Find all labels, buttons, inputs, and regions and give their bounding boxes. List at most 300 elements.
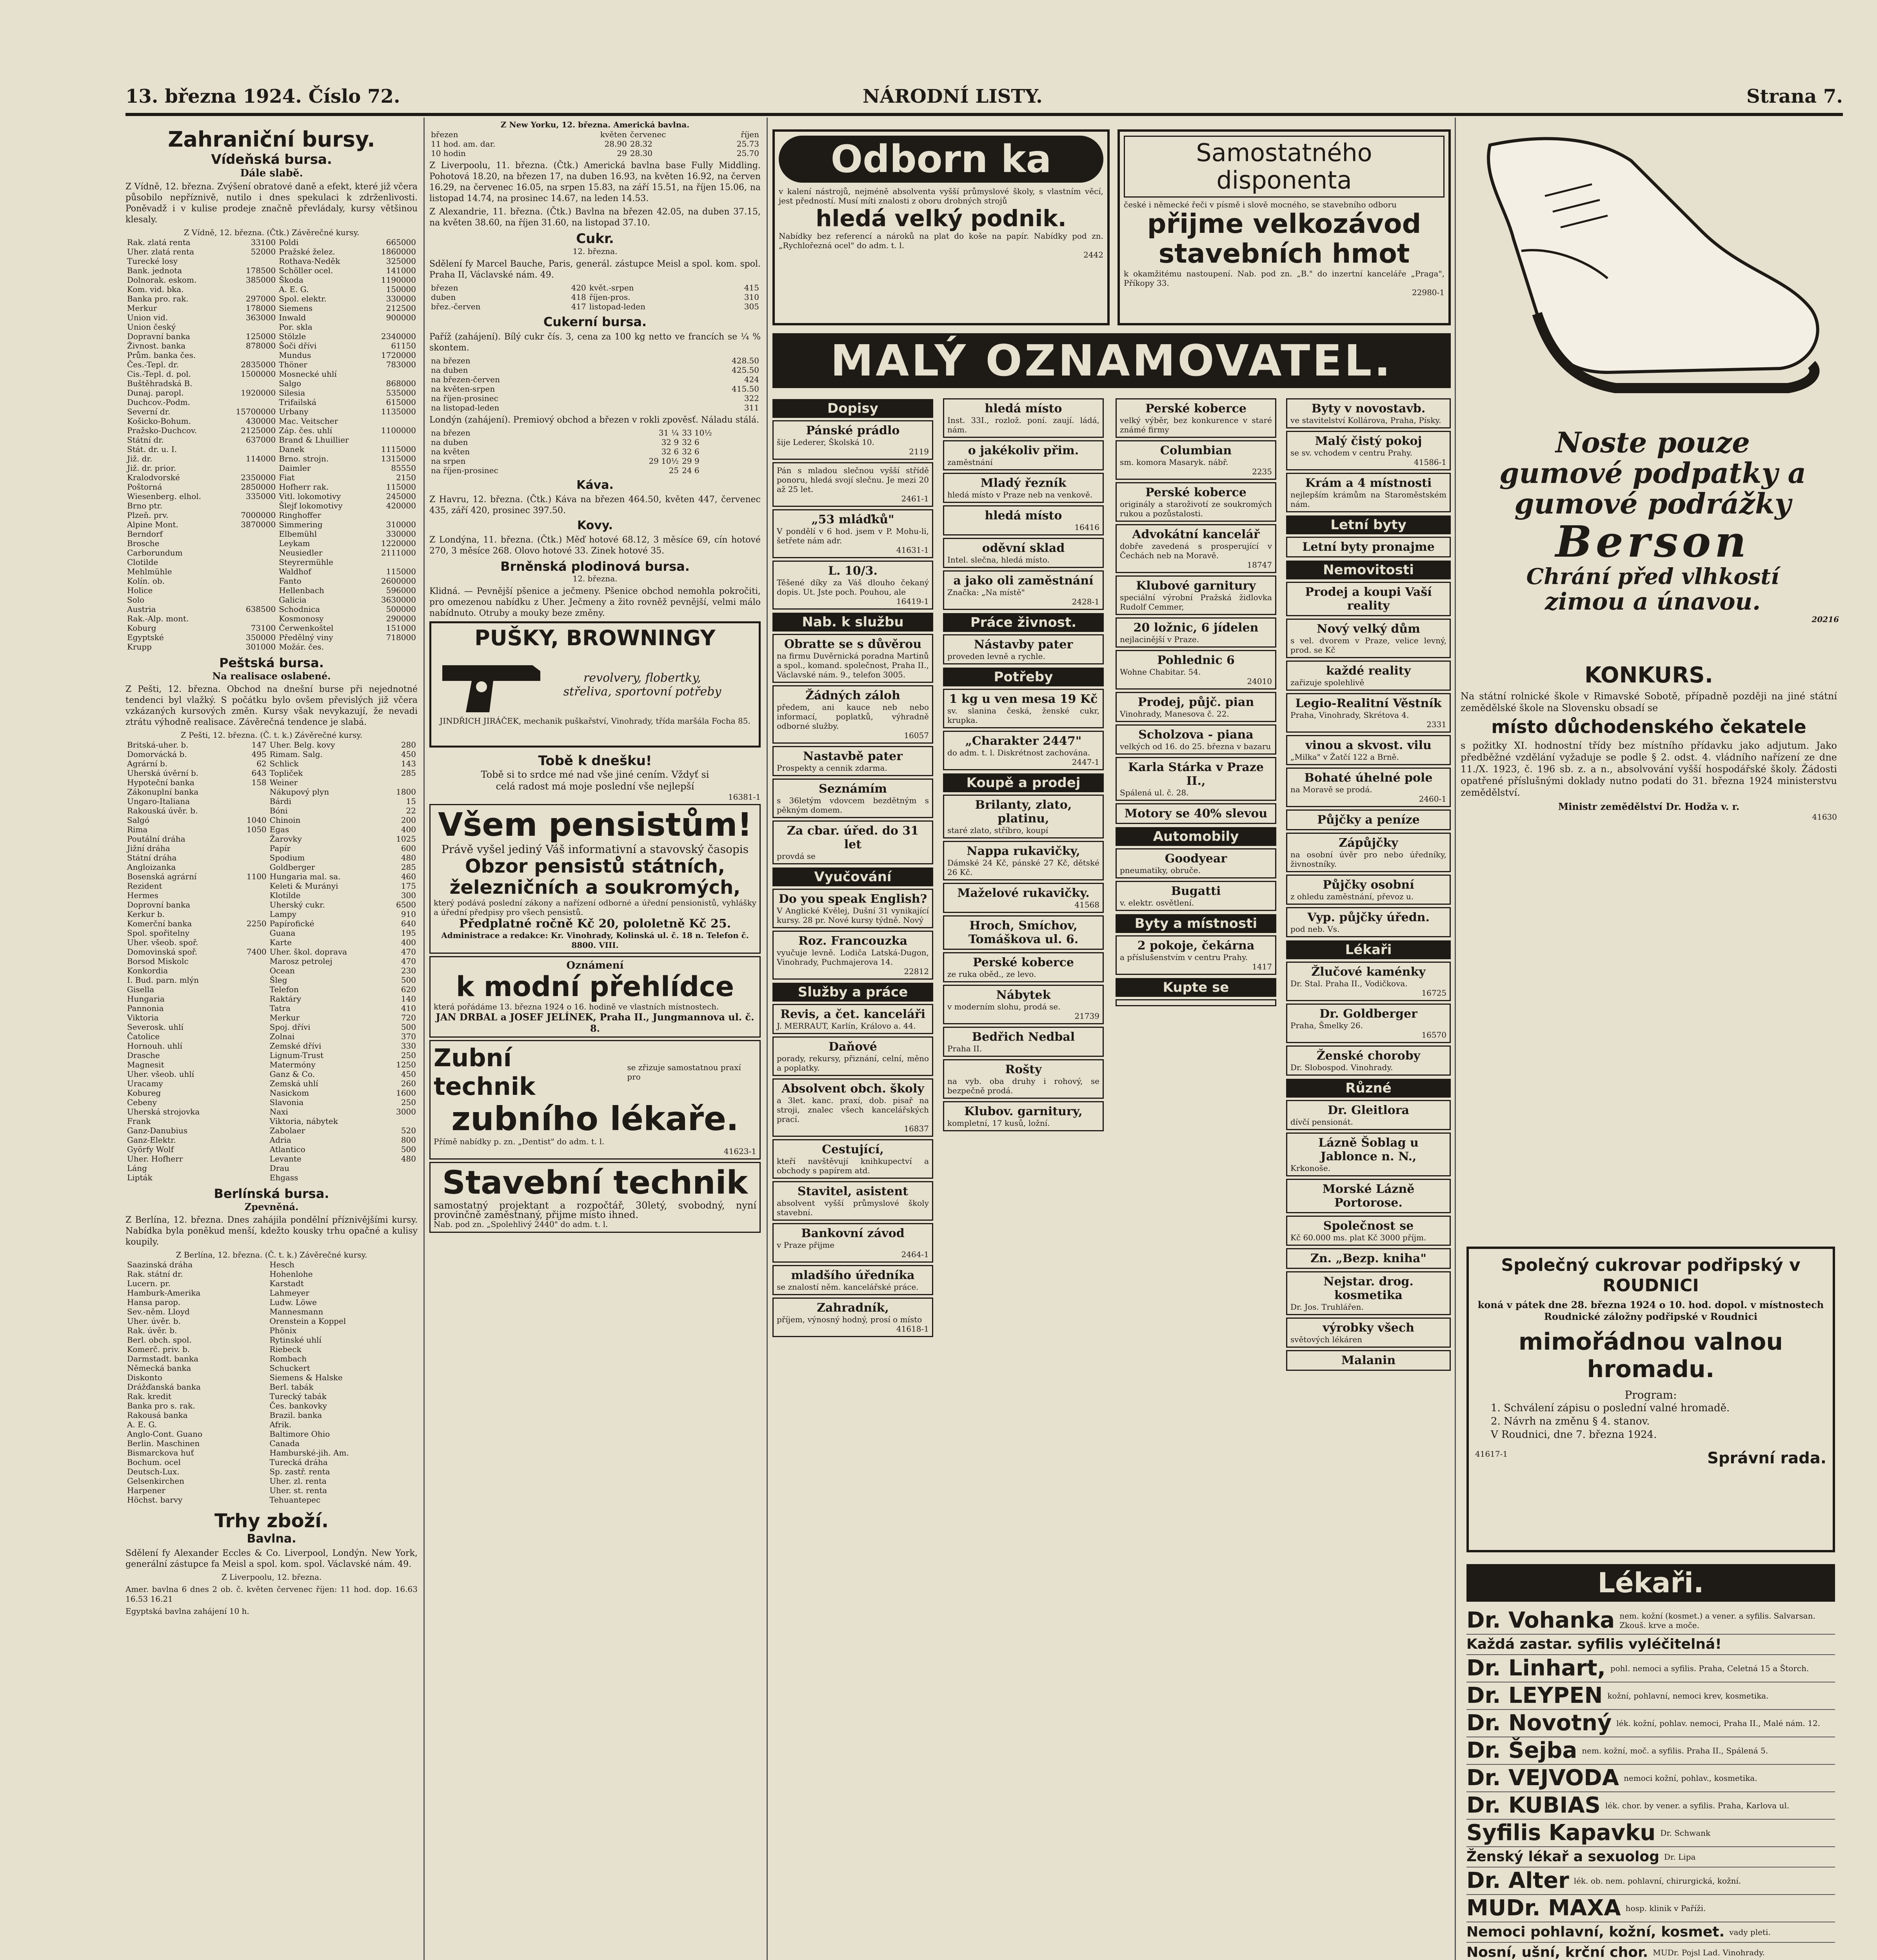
small-ad-title: Prodej, půjč. pian bbox=[1137, 695, 1254, 709]
table-cell: Kom. vid. bka. bbox=[127, 285, 184, 294]
table-cell: 620 bbox=[401, 985, 416, 994]
small-ads-col1 bbox=[772, 396, 933, 1960]
table-cell: Bárdi bbox=[269, 797, 292, 806]
pest-row bbox=[125, 1126, 418, 1135]
brno-sub: 12. března. bbox=[572, 574, 618, 583]
table-cell: Por. skla bbox=[279, 322, 313, 332]
table-cell bbox=[223, 350, 278, 360]
doctor-ad bbox=[1466, 1635, 1835, 1655]
small-ad-text: dívčí pensionát. bbox=[1290, 1117, 1353, 1127]
small-ad-text: velkých od 16. do 25. března v bazaru bbox=[1120, 742, 1271, 751]
berlin-row bbox=[125, 1382, 418, 1392]
berlin-row bbox=[125, 1486, 418, 1495]
table-cell bbox=[369, 510, 418, 520]
odbornik-text: v kalení nástrojů, nejméně absolventa vyšší průmyslové školy, s vlastním věcí, jest předností. Musí míti znalosti z oboru drobných strojů bbox=[779, 187, 1103, 205]
small-ad bbox=[772, 820, 933, 864]
table-cell bbox=[262, 1410, 268, 1420]
ny-row bbox=[429, 149, 761, 158]
pest-row bbox=[125, 1051, 418, 1060]
table-cell: Brand & Lhuillier bbox=[279, 435, 349, 445]
table-cell: Deutsch-Lux. bbox=[127, 1467, 180, 1476]
small-ad bbox=[1286, 473, 1451, 512]
doctor-text: kožní, pohlavní, nemoci krev, kosmetika. bbox=[1607, 1691, 1769, 1700]
table-cell bbox=[235, 928, 268, 938]
table-cell: Gelsenkirchen bbox=[127, 1476, 185, 1486]
table-cell: Uher. škol. doprava bbox=[269, 947, 347, 956]
table-cell bbox=[262, 1382, 268, 1392]
ad-category: Nemovitosti bbox=[1286, 561, 1451, 579]
table-cell: na květen-srpen bbox=[431, 384, 495, 394]
table-cell: Koburg bbox=[127, 623, 156, 633]
table-cell: Jižní dráha bbox=[127, 844, 170, 853]
table-cell: Zemské dřívi bbox=[269, 1041, 322, 1051]
table-cell bbox=[235, 1060, 268, 1069]
table-cell: Schodnica bbox=[279, 604, 320, 614]
table-cell bbox=[412, 1335, 418, 1345]
small-ad bbox=[943, 985, 1104, 1024]
doctors-list bbox=[1466, 1607, 1835, 1960]
ad-category: Nab. k službu bbox=[772, 613, 933, 632]
table-cell: 500 bbox=[401, 1022, 416, 1032]
small-ad-text: šije Lederer, Školská 10. bbox=[777, 437, 875, 447]
table-cell: 535000 bbox=[386, 388, 416, 397]
table-cell: Siemens & Halske bbox=[269, 1373, 343, 1382]
table-cell: 1100000 bbox=[381, 426, 416, 435]
doctor-text: lék. kožní, pohlav. nemoci, Praha II., Malé nám. 12. bbox=[1616, 1719, 1821, 1728]
table-cell: Poštorná bbox=[127, 482, 162, 492]
table-cell: 325000 bbox=[386, 256, 416, 266]
table-cell: Již. dr. prior. bbox=[127, 463, 176, 473]
small-ad bbox=[1116, 935, 1276, 975]
doctor-ad bbox=[1466, 1710, 1835, 1737]
small-ad bbox=[943, 440, 1104, 470]
small-ad-text: staré zlato, stříbro, koupí bbox=[947, 826, 1048, 835]
small-ad-text: originály a staroživotí ze soukromých rukou a pozůstalosti. bbox=[1120, 499, 1272, 518]
doctor-name: Dr. Vohanka bbox=[1466, 1608, 1615, 1633]
table-cell: 143 bbox=[401, 759, 416, 768]
sugar-bourse-title: Cukerní bursa. bbox=[543, 314, 647, 329]
guns-title: PUŠKY, BROWNINGY bbox=[474, 626, 716, 650]
table-cell: 460 bbox=[401, 872, 416, 881]
small-ad-number: 2235 bbox=[1252, 467, 1272, 476]
table-cell: Clotilde bbox=[127, 557, 158, 567]
table-cell: Drážďanská banka bbox=[127, 1382, 201, 1392]
small-ad-text: nejlepším krámům na Staroměstském nám. bbox=[1290, 490, 1446, 509]
vienna-row bbox=[125, 379, 418, 388]
table-cell: Kolín. ob. bbox=[127, 576, 165, 586]
table-cell: 310 bbox=[744, 292, 759, 302]
bourse-title: Zahraniční bursy. bbox=[168, 127, 375, 152]
dental-text: Přímě nabídky p. zn. „Dentist" do adm. t. l. bbox=[434, 1137, 605, 1146]
small-ad-text: v moderním slohu, prodá se. bbox=[947, 1002, 1061, 1011]
table-cell: 285 bbox=[401, 768, 416, 778]
small-ad bbox=[1286, 962, 1451, 1001]
table-cell: Papír bbox=[269, 844, 291, 853]
berlin-row bbox=[125, 1373, 418, 1382]
table-cell bbox=[235, 1107, 268, 1116]
small-ad-number: 2460-1 bbox=[1419, 794, 1446, 804]
table-cell: Poldi bbox=[279, 238, 299, 247]
table-cell: 418 bbox=[571, 292, 586, 302]
doctor-name: Dr. Alter bbox=[1466, 1868, 1569, 1893]
table-cell: Zákonuplní banka bbox=[127, 787, 199, 797]
table-cell: 73100 bbox=[251, 623, 276, 633]
small-ad-text: kompletní, 17 kusů, ložní. bbox=[947, 1118, 1050, 1128]
table-cell bbox=[412, 1260, 418, 1269]
small-ad-title: Krám a 4 místnosti bbox=[1305, 476, 1432, 490]
table-cell bbox=[235, 1051, 268, 1060]
small-ad-number: 21739 bbox=[1074, 1011, 1099, 1021]
table-cell bbox=[412, 1392, 418, 1401]
table-cell bbox=[223, 501, 278, 510]
table-cell: Merkur bbox=[127, 303, 157, 313]
small-ad bbox=[1286, 398, 1451, 428]
fashion-ad bbox=[429, 956, 761, 1038]
sugar-coop-prog: Program: bbox=[1624, 1388, 1677, 1401]
doctor-ad bbox=[1466, 1655, 1835, 1682]
table-cell: Viktoria, nábytek bbox=[269, 1116, 338, 1126]
guns-ad bbox=[429, 621, 761, 748]
small-ad-number: 41618-1 bbox=[896, 1324, 929, 1334]
table-cell: Elbemühl bbox=[279, 529, 317, 539]
table-cell: 1040 bbox=[246, 815, 267, 825]
small-ad-title: Půjčky osobní bbox=[1323, 878, 1414, 892]
konkurs-text: Na státní rolnické škole v Rimavské Sobotě, případně později na jiné státní zemědělské škole na Slovensku obsadí se bbox=[1461, 691, 1837, 713]
sugar-coop-items bbox=[1475, 1401, 1826, 1441]
table-cell: 1220000 bbox=[381, 539, 416, 548]
berlin-row bbox=[125, 1316, 418, 1326]
table-cell: Dolnorak. eskom. bbox=[127, 275, 197, 285]
pest-row bbox=[125, 1088, 418, 1098]
ad-category: Koupě a prodej bbox=[943, 773, 1104, 792]
table-cell: Kerkur b. bbox=[127, 909, 165, 919]
small-ad bbox=[772, 509, 933, 558]
table-cell bbox=[262, 1495, 268, 1504]
table-cell bbox=[223, 285, 278, 294]
table-cell: Bosenská agrární bbox=[127, 872, 197, 881]
small-ad-title: Roz. Francouzka bbox=[798, 934, 908, 948]
pest-row bbox=[125, 966, 418, 975]
table-cell bbox=[235, 881, 268, 891]
small-ad-text: Dr. Jos. Truhlářen. bbox=[1290, 1302, 1364, 1312]
ad-category: Automobily bbox=[1116, 827, 1276, 846]
table-cell: Fiat bbox=[279, 473, 295, 482]
table-cell bbox=[262, 1298, 268, 1307]
page-header bbox=[125, 85, 1843, 116]
small-ad-text: V Anglické Kvělej, Dušní 31 vynikající kursy. 28 pr. Nové kursy týdně. Nový bbox=[777, 906, 929, 925]
table-cell bbox=[235, 1098, 268, 1107]
paris-row bbox=[429, 384, 761, 394]
pest-text: Z Pešti, 12. března. Obchod na dnešní burse při nejednotné tendenci byl vlažký. S počátku bylo ovšem převislých již včera vzkázaných kursových změn. Kursy však nevykazují, že nevadi ztrátu výhodně realisace. Závěrečná tendence je slabá. bbox=[125, 684, 418, 727]
table-cell: 250 bbox=[401, 1098, 416, 1107]
vienna-row bbox=[125, 416, 418, 426]
table-cell bbox=[223, 397, 278, 407]
small-ads-col3 bbox=[1116, 396, 1276, 1960]
dental-sub: se zřizuje samostatnou praxí pro bbox=[627, 1063, 741, 1082]
small-ad bbox=[1286, 907, 1451, 937]
small-ad bbox=[943, 841, 1104, 880]
doctor-ad bbox=[1466, 1607, 1835, 1635]
fashion-title: k modní přehlídce bbox=[456, 971, 734, 1003]
small-ad-title: Nástavby pater bbox=[974, 638, 1073, 652]
table-cell: Duchcov.-Podm. bbox=[127, 397, 191, 407]
small-ad-text: s vel. dvorem v Praze, velice levný, prod. se Kč bbox=[1290, 636, 1446, 655]
table-cell: 32 6 bbox=[661, 447, 679, 456]
table-cell: Kralodvorské bbox=[127, 473, 180, 482]
vienna-row bbox=[125, 520, 418, 529]
table-cell: Hamburk-Amerika bbox=[127, 1288, 201, 1298]
table-cell bbox=[235, 1032, 268, 1041]
pest-row bbox=[125, 1116, 418, 1126]
table-cell: 28.90 bbox=[604, 139, 627, 149]
table-cell: 800 bbox=[401, 1135, 416, 1145]
small-ad-text: na osobní úvěr pro nebo úředníky, živnostníky. bbox=[1290, 850, 1446, 869]
table-cell: Salgo bbox=[279, 379, 302, 388]
small-ad-title: Morské Lázně Portorose. bbox=[1322, 1182, 1415, 1210]
table-cell bbox=[412, 1401, 418, 1410]
vienna-row bbox=[125, 266, 418, 275]
table-cell: Konkordia bbox=[127, 966, 168, 975]
small-ad bbox=[772, 1004, 933, 1034]
small-ad-text: a příslušenstvím v centru Prahy. bbox=[1120, 953, 1248, 962]
small-ad-title: Půjčky a peníze bbox=[1317, 813, 1420, 827]
ny-table bbox=[429, 130, 761, 158]
table-cell bbox=[223, 614, 278, 623]
table-cell bbox=[235, 994, 268, 1004]
sugar-text: Sdělení fy Marcel Bauche, Paris, generál. zástupce Meisl a spol. kom. spol. Praha II, Václavské nám. 49. bbox=[429, 259, 761, 280]
table-cell: říjen bbox=[741, 130, 759, 139]
dental-num: 41623-1 bbox=[723, 1147, 756, 1156]
small-ad-title: Columbian bbox=[1160, 444, 1232, 457]
egypt-text: Egyptská bavlna zahájení 10 h. bbox=[125, 1606, 249, 1616]
table-cell: Mehlmühle bbox=[127, 567, 172, 576]
doctor-ad bbox=[1466, 1792, 1835, 1820]
table-cell: Klotilde bbox=[269, 891, 301, 900]
table-cell: Čes.-Tepl. dr. bbox=[127, 360, 179, 369]
vienna-row bbox=[125, 529, 418, 539]
small-ad-text: na vyb. oba druhy i rohový, se bezpečně prodá. bbox=[947, 1076, 1099, 1095]
vienna-row bbox=[125, 256, 418, 266]
small-ad-number: 2461-1 bbox=[901, 494, 929, 503]
table-cell: 25.73 bbox=[736, 139, 759, 149]
table-cell bbox=[235, 1154, 268, 1163]
table-cell: Pannonia bbox=[127, 1004, 164, 1013]
table-cell bbox=[235, 853, 268, 862]
sugar-coop-sign: Správní rada. bbox=[1707, 1449, 1826, 1467]
small-ad-text: s 36letým vdovcem bezdětným s pěkným domem. bbox=[777, 796, 929, 815]
table-cell bbox=[262, 1326, 268, 1335]
table-cell: Höchst. barvy bbox=[127, 1495, 183, 1504]
table-cell: Zemská uhlí bbox=[269, 1079, 318, 1088]
table-cell: 520 bbox=[401, 1126, 416, 1135]
table-cell: 28.32 bbox=[630, 139, 653, 149]
small-ad-title: vinou a skvost. vilu bbox=[1305, 739, 1432, 752]
small-ad-title: každé reality bbox=[1326, 664, 1411, 678]
paris-row bbox=[429, 365, 761, 375]
small-ad-title: Absolvent obch. školy bbox=[781, 1082, 924, 1096]
paris-row bbox=[429, 356, 761, 365]
table-cell bbox=[262, 1354, 268, 1363]
table-cell: 10 hodin bbox=[431, 149, 466, 158]
table-cell: Ringhoffer bbox=[279, 510, 321, 520]
table-cell: Bochum. ocel bbox=[127, 1457, 181, 1467]
doctor-text: nemoci kožní, pohlav., kosmetika. bbox=[1624, 1773, 1757, 1783]
table-cell: Rak.-Alp. mont. bbox=[127, 614, 189, 623]
table-cell: Wiesenberg. elhol. bbox=[127, 492, 202, 501]
table-cell: 2250 bbox=[246, 919, 267, 928]
sugar-table bbox=[429, 283, 761, 311]
small-ad bbox=[772, 779, 933, 818]
konkurs-notice bbox=[1461, 662, 1837, 1250]
table-cell: Guana bbox=[269, 928, 296, 938]
table-cell: 400 bbox=[401, 938, 416, 947]
vienna-row bbox=[125, 341, 418, 350]
vienna-row bbox=[125, 435, 418, 445]
table-cell: 430000 bbox=[245, 416, 276, 426]
table-cell: na duben bbox=[431, 365, 468, 375]
table-cell: 305 bbox=[744, 302, 759, 311]
table-cell bbox=[412, 1495, 418, 1504]
berlin-row bbox=[125, 1345, 418, 1354]
table-cell: Berndorf bbox=[127, 529, 163, 539]
small-ad-title: Do you speak English? bbox=[778, 892, 927, 906]
vienna-row bbox=[125, 350, 418, 360]
table-cell: Danek bbox=[279, 445, 304, 454]
pest-row bbox=[125, 740, 418, 750]
small-ad-text: Krkonoše. bbox=[1290, 1163, 1331, 1173]
table-cell: 140 bbox=[401, 994, 416, 1004]
small-ad-title: Bedřich Nedbal bbox=[972, 1030, 1075, 1044]
table-cell: Atlantico bbox=[269, 1145, 305, 1154]
small-ad bbox=[772, 1181, 933, 1221]
table-cell: Nákupový plyn bbox=[269, 787, 329, 797]
table-cell: Frank bbox=[127, 1116, 151, 1126]
small-ad bbox=[1286, 1271, 1451, 1315]
small-ad-text: Dámské 24 Kč, pánské 27 Kč, dětské 26 Kč. bbox=[947, 858, 1099, 877]
table-cell: 1720000 bbox=[381, 350, 416, 360]
sugar-row bbox=[429, 292, 761, 302]
tobe-title: Tobě k dnešku! bbox=[538, 753, 652, 769]
small-ad-title: Žádných záloh bbox=[805, 689, 900, 702]
vienna-row bbox=[125, 313, 418, 322]
doctor-ad bbox=[1466, 1847, 1835, 1867]
table-cell bbox=[235, 1145, 268, 1154]
table-cell: 450 bbox=[401, 750, 416, 759]
table-cell: 1860000 bbox=[381, 247, 416, 256]
small-ad-number: 1417 bbox=[1252, 962, 1272, 971]
small-ad bbox=[1116, 999, 1276, 1006]
small-ad bbox=[943, 634, 1104, 664]
small-ad-text: světových lékáren bbox=[1290, 1335, 1363, 1344]
table-cell: Dopravní banka bbox=[127, 332, 190, 341]
pest-row bbox=[125, 1022, 418, 1032]
vienna-text: Z Vídně, 12. března. Zvýšení obratové daně a efekt, které již včera působilo nepříznivě, nutilo i dnes spekulaci k zdrženlivosti. Poněvadž i v kulise prodeje značně převládaly, kursy většinou klesaly. bbox=[125, 182, 418, 225]
small-ad-title: Scholzova - piana bbox=[1138, 728, 1254, 742]
paris-row bbox=[429, 394, 761, 403]
table-cell: Uher. zlatá renta bbox=[127, 247, 194, 256]
shoe-ad bbox=[1466, 129, 1839, 639]
small-ad bbox=[943, 473, 1104, 503]
small-ad-text: velký výběr, bez konkurence v staré známé firmy bbox=[1120, 416, 1272, 434]
konkurs-num: 41630 bbox=[1812, 812, 1837, 822]
table-cell: 385000 bbox=[245, 275, 276, 285]
small-ad bbox=[943, 731, 1104, 770]
table-cell: na květen bbox=[431, 447, 470, 456]
small-ad-title: Obratte se s důvěrou bbox=[784, 637, 922, 651]
small-ad-title: Klubové garnitury bbox=[1136, 579, 1256, 593]
pest-row bbox=[125, 768, 418, 778]
table-cell: 31 ¼ bbox=[658, 428, 679, 437]
pension-ad bbox=[429, 804, 761, 954]
table-cell: 350000 bbox=[245, 633, 276, 642]
table-cell: Sev.-něm. Lloyd bbox=[127, 1307, 190, 1316]
ny-row bbox=[429, 130, 761, 139]
table-cell: Urbany bbox=[279, 407, 309, 416]
doctor-ad bbox=[1466, 1765, 1835, 1792]
table-cell bbox=[412, 1467, 418, 1476]
table-cell: Šlejf lokomotivy bbox=[279, 501, 343, 510]
cotton2-text: Amer. bavlna 6 dnes 2 ob. č. květen červenec říjen: 11 hod. dop. 16.63 16.53 16.21 bbox=[125, 1584, 418, 1604]
small-ad-title: Perské koberce bbox=[1145, 402, 1246, 416]
small-ad-number: 2428-1 bbox=[1072, 597, 1099, 606]
small-ad-text: proveden levně a rychle. bbox=[947, 652, 1045, 661]
doctor-text: Dr. Lipa bbox=[1664, 1852, 1696, 1862]
vienna-row bbox=[125, 557, 418, 567]
table-cell: Goldberger bbox=[269, 862, 315, 872]
table-cell: 417 bbox=[571, 302, 586, 311]
table-cell bbox=[235, 1069, 268, 1079]
small-ad bbox=[1286, 693, 1451, 733]
small-ad bbox=[772, 1265, 933, 1295]
vienna-row bbox=[125, 285, 418, 294]
small-ad-text: Praha, Vinohrady, Skrétova 4. bbox=[1290, 710, 1409, 720]
table-cell: Slavonia bbox=[269, 1098, 304, 1107]
table-cell: 2111000 bbox=[381, 548, 416, 557]
small-ad-text: J. MERRAUT, Karlín, Královo a. 44. bbox=[777, 1021, 916, 1031]
pest-row bbox=[125, 994, 418, 1004]
table-cell: Phönix bbox=[269, 1326, 297, 1335]
doctor-name: Nosní, ušní, krční chor. bbox=[1466, 1944, 1648, 1960]
small-ad-title: Stavitel, asistent bbox=[797, 1185, 909, 1198]
table-cell: Státní dráha bbox=[127, 853, 177, 862]
table-cell: Pražsko-Duchcov. bbox=[127, 426, 197, 435]
table-cell: 2600000 bbox=[381, 576, 416, 586]
konkurs-title: KONKURS. bbox=[1584, 662, 1713, 688]
table-cell: 1920000 bbox=[241, 388, 276, 397]
column-divider bbox=[423, 118, 425, 1960]
small-ad-title: Nastavbě pater bbox=[803, 750, 903, 763]
table-cell: Spodium bbox=[269, 853, 305, 862]
dental-head: Zubní technik bbox=[434, 1044, 536, 1101]
pest-row bbox=[125, 1163, 418, 1173]
small-ad-number: 24010 bbox=[1247, 677, 1272, 686]
small-ad bbox=[1286, 661, 1451, 691]
pest-row bbox=[125, 1060, 418, 1069]
pest-row bbox=[125, 750, 418, 759]
table-cell bbox=[262, 1439, 268, 1448]
table-cell: Inwald bbox=[279, 313, 306, 322]
table-cell: 29 bbox=[617, 149, 627, 158]
table-cell bbox=[223, 529, 278, 539]
table-cell: Levante bbox=[269, 1154, 302, 1163]
small-ad bbox=[772, 561, 933, 610]
table-cell bbox=[235, 806, 268, 815]
doctor-text: vady pleti. bbox=[1729, 1927, 1771, 1937]
builder-title: Stavební technik bbox=[442, 1164, 748, 1201]
column-divider bbox=[767, 118, 768, 1960]
table-cell: Lampy bbox=[269, 909, 296, 919]
ny-head: Z New Yorku, 12. března. Americká bavlna. bbox=[500, 120, 690, 129]
